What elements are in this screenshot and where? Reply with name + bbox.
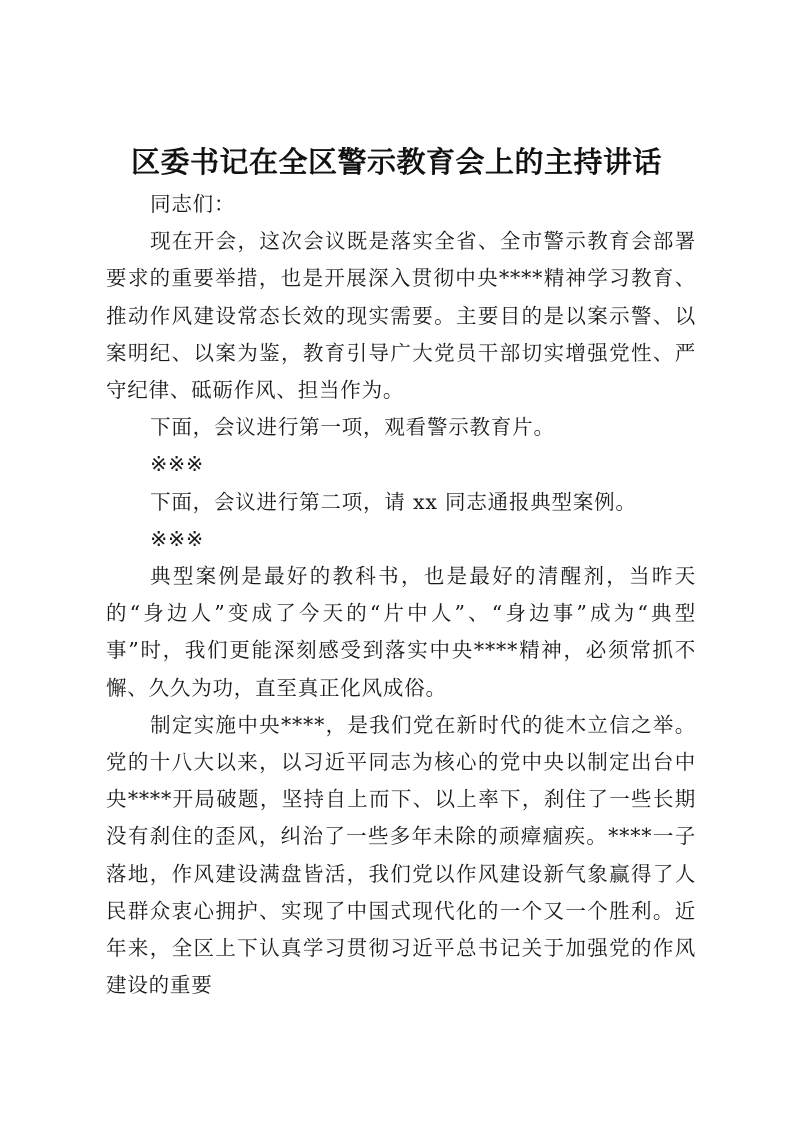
salutation: 同志们： [150,192,236,216]
paragraph-opening: 现在开会，这次会议既是落实全省、全市警示教育会部署要求的重要举措，也是开展深入贯彻中央****精神学习教育、推动作风建设常态长效的现实需要。主要目的是以案示警、以案明纪、以案为鉴，教育引导广大党员干部切实增强党性、严守纪律、砥砺作风、担当作为。 [106,229,696,403]
paragraph-agenda-item-1: 下面，会议进行第一项，观看警示教育片。 [150,415,555,440]
paragraph-central-regulations: 制定实施中央****，是我们党在新时代的徙木立信之举。党的十八大以来，以习近平同志为核心的党中央以制定出台中央****开局破题，坚持自上而下、以上率下，刹住了一些长期没有刹住的歪风，纠治了一些多年未除的顽瘴痼疾。****一子落地，作风建设满盘皆活，我们党以作风建设新气象赢得了人民群众衷心拥护、实现了中国式现代化的一个又一个胜利。近年来，全区上下认真学习贯彻习近平总书记关于加强党的作风建设的重要 [106,712,696,998]
document-body [106,186,696,1004]
paragraph-typical-cases: 典型案例是最好的教科书，也是最好的清醒剂，当昨天的“身边人”变成了今天的“片中人”、“身边事”成为“典型事”时，我们更能深刻感受到落实中央****精神，必须常抓不懈、久久为功，直至真正化风成俗。 [106,564,696,700]
section-separator: ※※※ [150,526,204,551]
section-separator: ※※※ [150,452,204,477]
document-title: 区委书记在全区警示教育会上的主持讲话 [130,145,662,179]
paragraph-agenda-item-2: 下面，会议进行第二项，请 xx 同志通报典型案例。 [150,489,637,514]
